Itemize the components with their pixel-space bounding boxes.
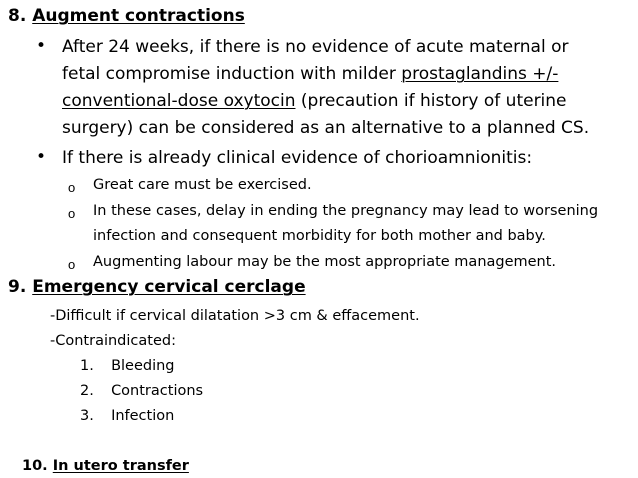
section-8-number: 8.	[8, 6, 27, 26]
sub-item-2: In these cases, delay in ending the pregnancy may lead to worsening	[93, 203, 599, 219]
cerclage-line-1: -Difficult if cervical dilatation >3 cm & effacement.	[50, 308, 420, 324]
cerclage-line-2: -Contraindicated:	[50, 333, 176, 349]
section-10-heading	[22, 458, 189, 474]
bullet-marker: •	[36, 147, 47, 167]
sub-item-1: Great care must be exercised.	[93, 177, 312, 193]
list-item	[80, 408, 174, 424]
sub-item-3: Augmenting labour may be the most appropriate management.	[93, 254, 557, 270]
prostaglandins-link: prostaglandins +/-	[401, 64, 559, 84]
list-item	[80, 358, 175, 374]
list-item	[80, 383, 203, 399]
bullet-2-text: If there is already clinical evidence of chorioamnionitis:	[62, 148, 533, 168]
list-number: 1.	[80, 358, 94, 374]
bullet-1-line-1: After 24 weeks, if there is no evidence of acute maternal or	[62, 37, 569, 57]
sub-marker: o	[68, 180, 76, 195]
bullet-marker: •	[36, 36, 47, 56]
sub-item-2-cont: infection and consequent morbidity for both mother and baby.	[93, 228, 546, 244]
list-text: Bleeding	[111, 358, 175, 374]
sub-marker: o	[68, 206, 76, 221]
list-number: 3.	[80, 408, 94, 424]
section-8-title: Augment contractions	[32, 6, 245, 26]
section-10-title: In utero transfer	[52, 458, 189, 474]
section-9-number: 9.	[8, 277, 27, 297]
bullet-1-line-2	[62, 62, 558, 86]
bullet-1-line-3	[62, 89, 567, 113]
bullet-1-line-4: surgery) can be considered as an alternative to a planned CS.	[62, 118, 590, 138]
bullet-1-text: fetal compromise induction with milder	[62, 64, 396, 84]
list-number: 2.	[80, 383, 94, 399]
oxytocin-link: conventional-dose oxytocin	[62, 91, 296, 111]
section-9-title: Emergency cervical cerclage	[32, 277, 306, 297]
section-10-number: 10.	[22, 458, 48, 474]
section-9-heading	[8, 277, 306, 297]
list-text: Contractions	[111, 383, 204, 399]
bullet-1-precaution: (precaution if history of uterine	[300, 91, 567, 111]
section-8-heading	[8, 6, 245, 26]
list-text: Infection	[111, 408, 175, 424]
sub-marker: o	[68, 257, 76, 272]
